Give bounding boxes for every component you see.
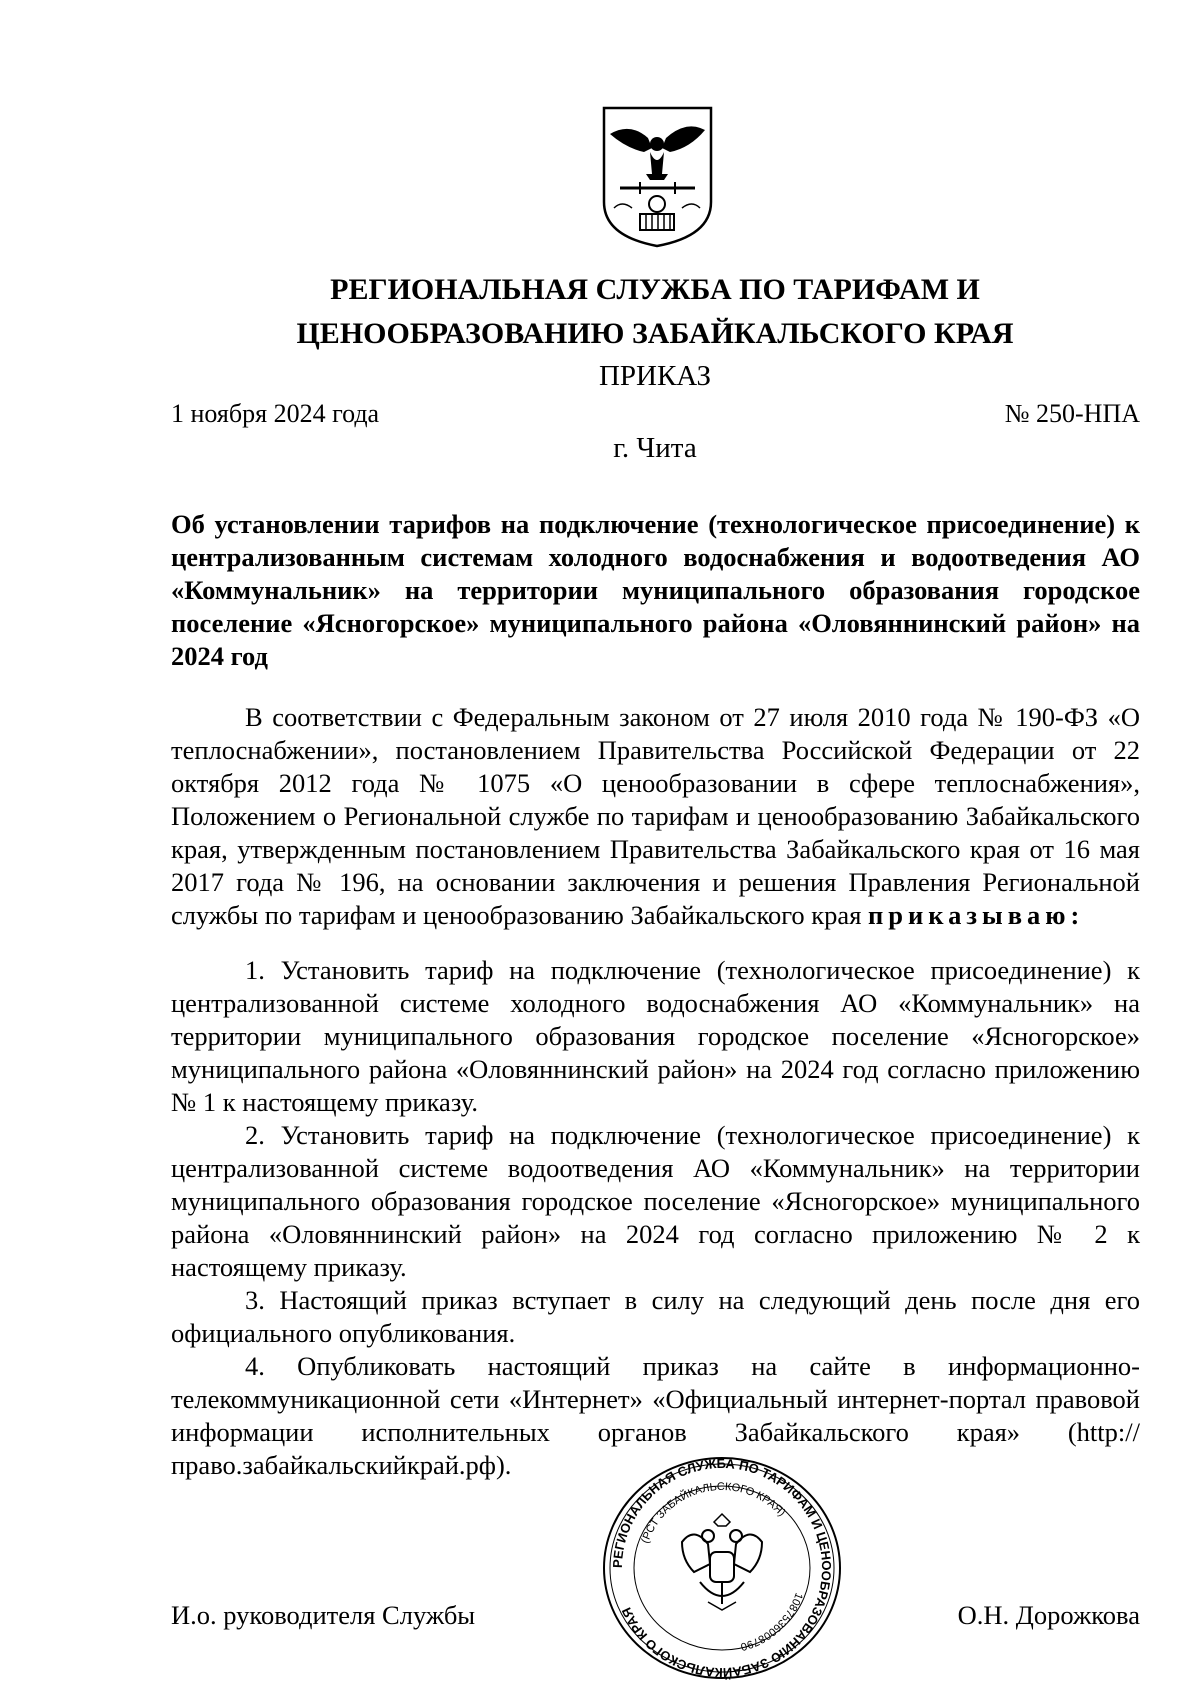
command-word: приказываю: — [868, 900, 1085, 930]
order-item-1: 1. Установить тариф на подключение (технологическое присоединение) к централизованной системе холодного водоснабжения АО «Коммунальник» на территории муниципального образования городское поселение «Ясногорское» муниципального района «Оловяннинский район» на 2024 год согласно приложению № 1 к настоящему приказу. — [171, 955, 1140, 1117]
official-stamp — [598, 1452, 846, 1684]
signatory-role: И.о. руководителя Службы — [171, 1600, 476, 1630]
order-item-4: 4. Опубликовать настоящий приказ на сайте в информационно-телекоммуникационной сети «Интернет» «Официальный интернет-портал правовой информации исполнительных органов Забайкальского края» (http://право.забайкальскийкрай.рф). — [171, 1351, 1140, 1480]
preamble-text: В соответствии с Федеральным законом от 27 июля 2010 года № 190-ФЗ «О теплоснабжении», постановлением Правительства Российской Федерации от 22 октября 2012 года № 1075 «О ценообразовании в сфере теплоснабжения», Положением о Региональной службе по тарифам и ценообразованию Забайкальского края, утвержденным постановлением Правительства Забайкальского края от 16 мая 2017 года № 196, на основании заключения и решения Правления Региональной службы по тарифам и ценообразованию Забайкальского края — [171, 702, 1140, 930]
document-type: ПРИКАЗ — [598, 360, 712, 392]
organization-name-line-1: РЕГИОНАЛЬНАЯ СЛУЖБА ПО ТАРИФАМ И — [330, 273, 980, 306]
stamp-ring-text: РЕГИОНАЛЬНАЯ СЛУЖБА ПО ТАРИФАМ И ЦЕНООБРАЗОВАНИЮ ЗАБАЙКАЛЬСКОГО КРАЯ — [609, 1455, 835, 1681]
signatory-name: О.Н. Дорожкова — [957, 1600, 1140, 1630]
stamp-code: 1087536008790 — [739, 1591, 805, 1653]
order-item-3: 3. Настоящий приказ вступает в силу на следующий день после дня его официального опубликования. — [171, 1285, 1140, 1348]
document-number: № 250-НПА — [1004, 399, 1140, 428]
coat-of-arms-icon — [600, 104, 715, 249]
document-date: 1 ноября 2024 года — [171, 399, 380, 428]
stamp-inner-text: (РСТ ЗАБАЙКАЛЬСКОГО КРАЯ) — [639, 1480, 788, 1545]
organization-name-line-2: ЦЕНООБРАЗОВАНИЮ ЗАБАЙКАЛЬСКОГО КРАЯ — [296, 317, 1014, 350]
document-body — [171, 701, 1140, 1482]
preamble-paragraph — [171, 701, 1140, 932]
document-city: г. Чита — [613, 432, 697, 464]
order-item-2: 2. Установить тариф на подключение (технологическое присоединение) к централизованной системе водоотведения АО «Коммунальник» на территории муниципального образования городское поселение «Ясногорское» муниципального района «Оловяннинский район» на 2024 год согласно приложению № 2 к настоящему приказу. — [171, 1120, 1140, 1282]
organization-name — [170, 268, 1140, 356]
double-headed-eagle-icon — [682, 1514, 762, 1610]
document-subject: Об установлении тарифов на подключение (технологическое присоединение) к централизованным системам холодного водоснабжения и водоотведения АО «Коммунальник» на территории муниципального образования городское поселение «Ясногорское» муниципального района «Оловяннинский район» на 2024 год — [171, 509, 1140, 671]
